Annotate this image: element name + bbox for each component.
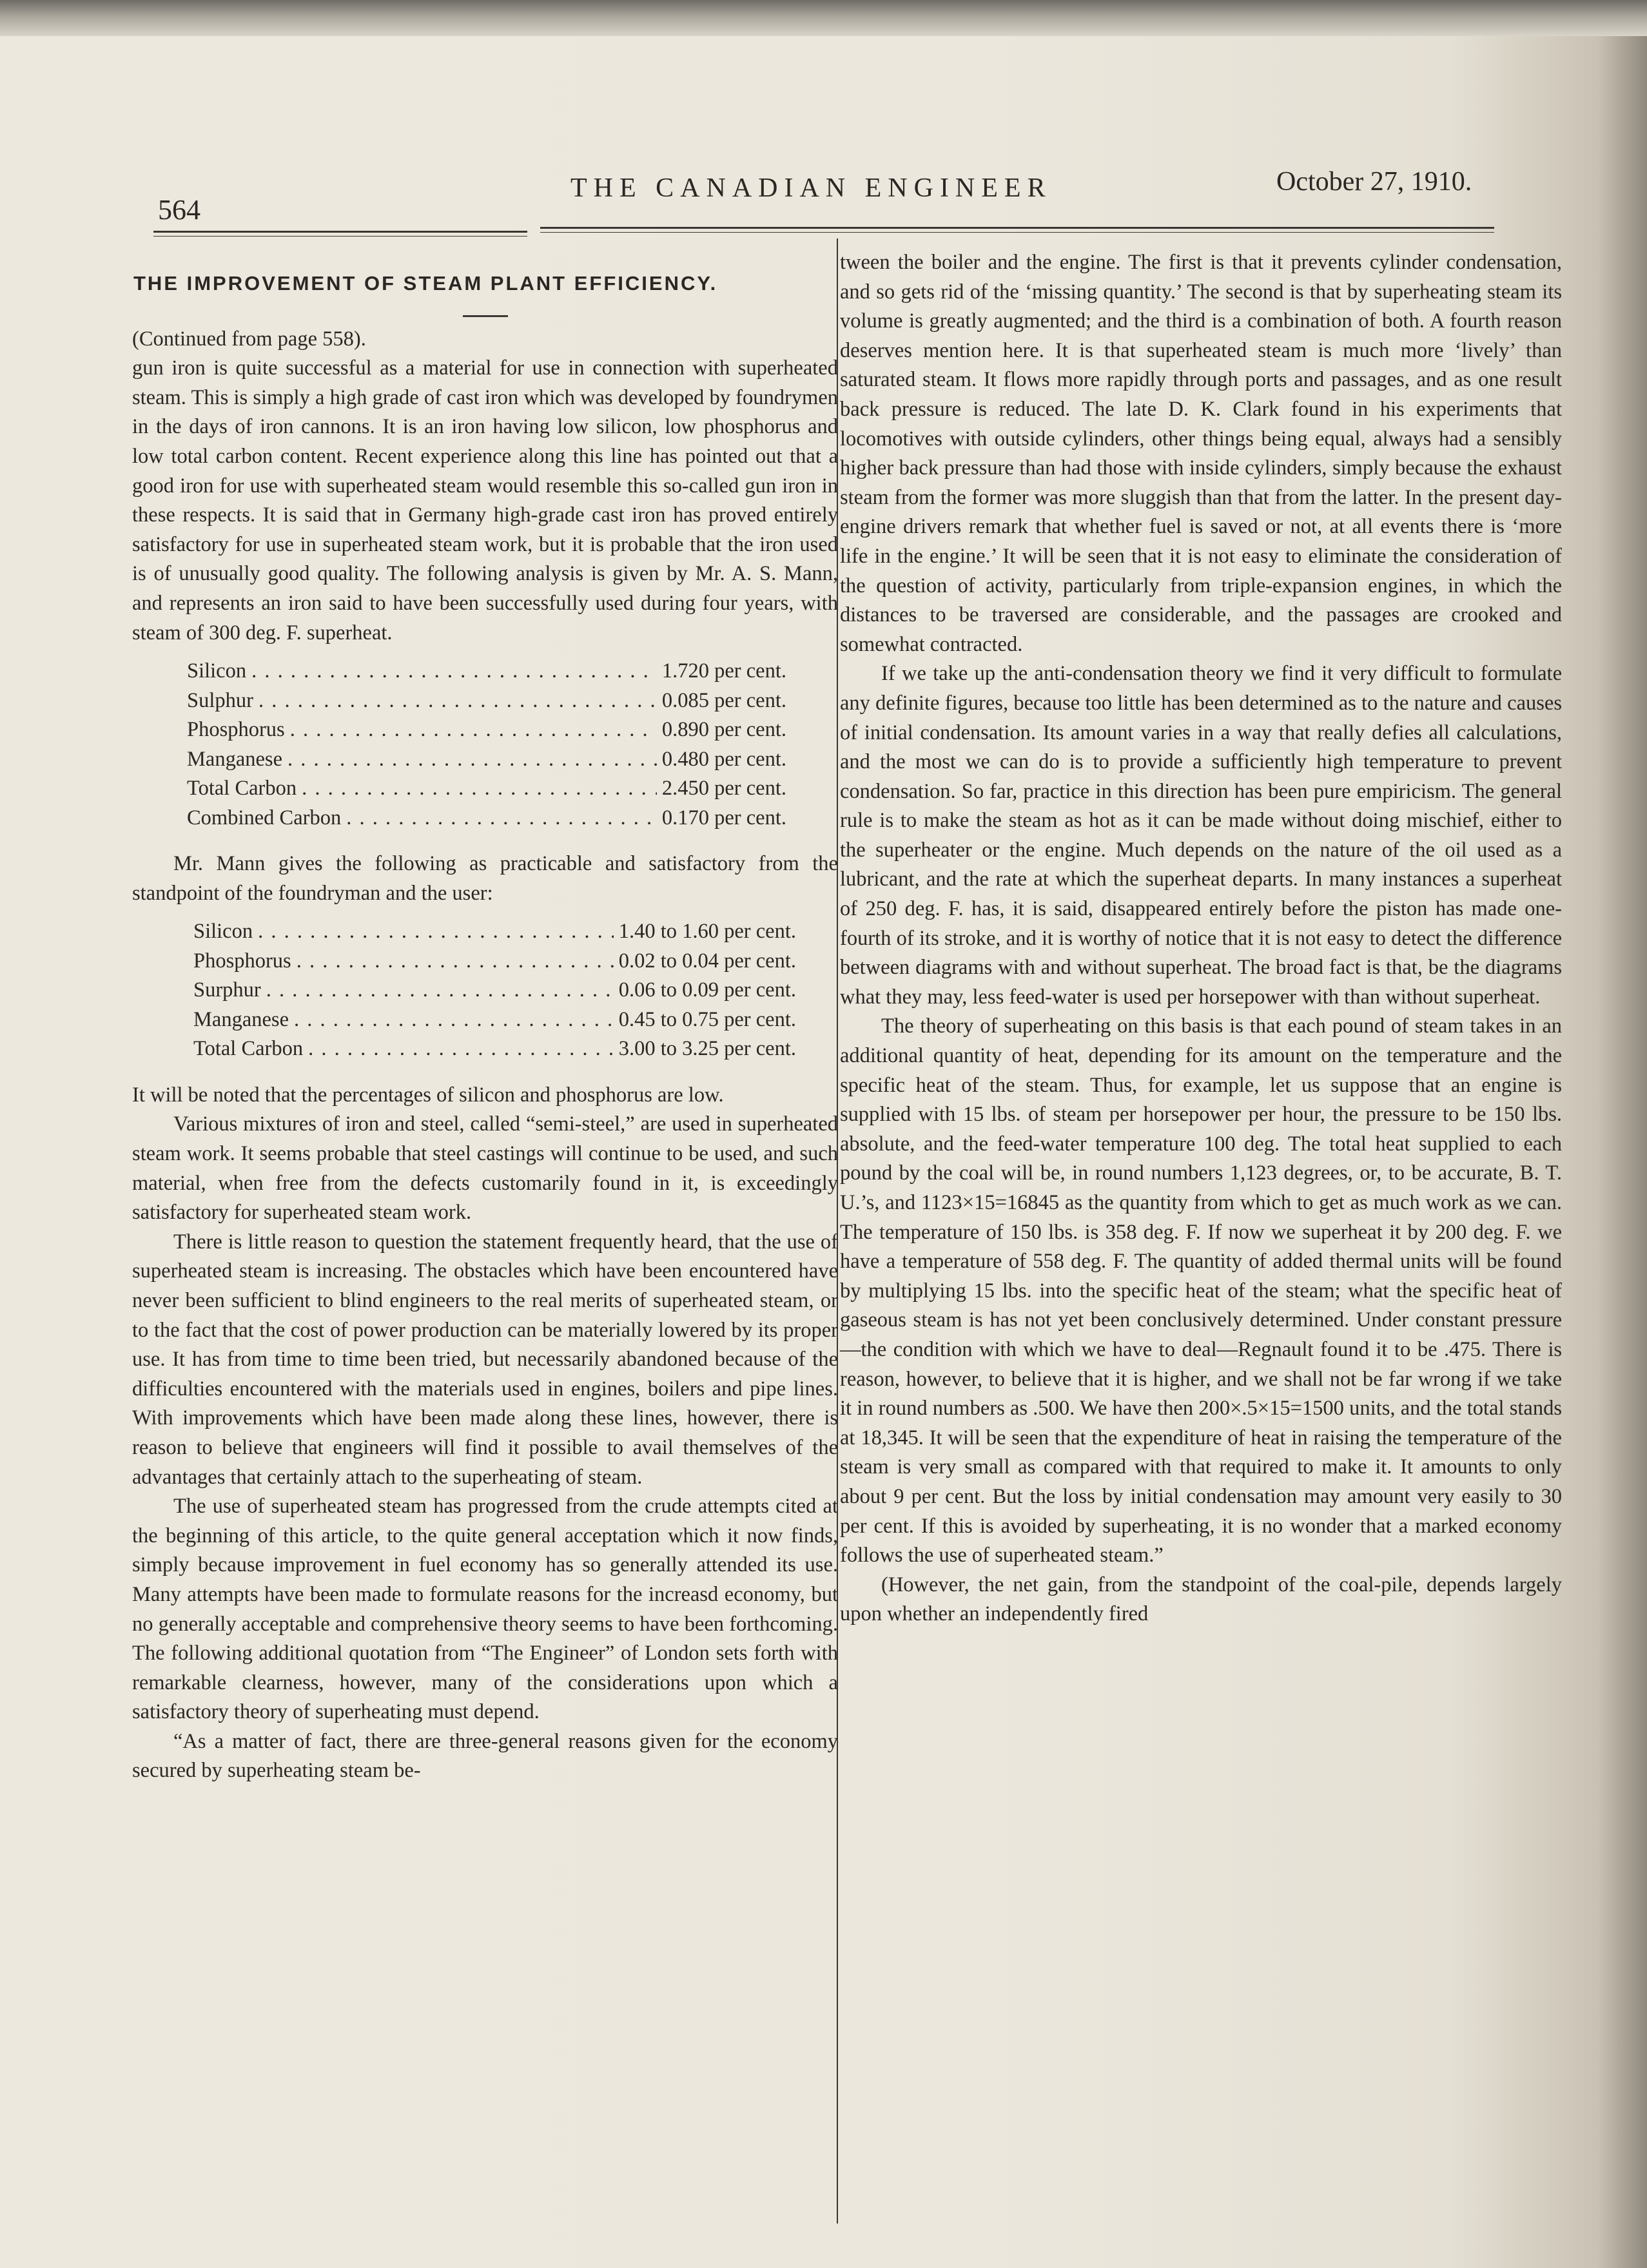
row-value: 1.40 to 1.60 per cent.: [618, 920, 796, 944]
table-row: [193, 917, 796, 947]
header-rule-right-thin: [540, 232, 1494, 233]
row-value: 0.085 per cent.: [661, 688, 786, 712]
row-label: Phosphorus: [187, 718, 285, 742]
table-row: [193, 976, 796, 1005]
leader-dots: [258, 917, 614, 947]
row-label: Phosphorus: [193, 949, 291, 973]
paragraph-3: It will be noted that the percentages of silicon and phosphorus are low.: [132, 1083, 724, 1107]
page-number: 564: [158, 194, 200, 226]
paragraph-5: There is little reason to question the statement frequently heard, that the use of superheated steam is increasing. The obstacles which have been encountered have never been sufficient to blind engineers to the real merits of superheated steam, or to the fact that the cost of power production can be materially lowered by its proper use. It has from time to time been tried, but necessarily abandoned because of the difficulties encountered with the materials used in engines, boilers and pipe lines. With improvements which have been made along these lines, however, there is reason to believe that engineers will find it possible to avail themselves of the advantages that certainly attach to the superheating of steam.: [132, 1230, 838, 1489]
paragraph-7: “As a matter of fact, there are three-general reasons given for the economy secured by superheating steam be-: [132, 1729, 838, 1783]
table-row: [187, 686, 786, 716]
continued-note: (Continued from page 558).: [132, 327, 366, 351]
row-value: 3.00 to 3.25 per cent.: [618, 1037, 796, 1061]
paragraph-4: Various mixtures of iron and steel, called “semi-steel,” are used in superheated steam work. It seems probable that steel castings will continue to be used, and such material, when free from the defects customarily found in it, is exceedingly satisfactory for superheated steam work.: [132, 1112, 838, 1225]
row-value: 0.170 per cent.: [661, 806, 786, 829]
paragraph-r1: tween the boiler and the engine. The first is that it prevents cylinder condensation, and so gets rid of the ‘missing quantity.’ The second is that by superheating steam its volume is greatly augmented; and the third is a combination of both. A fourth reason deserves mention here. It is that superheated steam is much more ‘lively’ than saturated steam. It flows more rapidly through ports and passages, and as one result back pressure is reduced. The late D. K. Clark found in his experiments that locomotives with outside cylinders, other things being equal, always had a sensibly higher back pressure than had those with inside cylinders, simply because the exhaust steam from the former was more sluggish than that from the latter. In the present day-engine drivers remark that whether fuel is saved or not, at all events there is ‘more life in the engine.’ It will be seen that it is not easy to eliminate the consideration of the question of activity, particularly from triple-expansion engines, in which the distances to be traversed are considerable, and the passages are crooked and somewhat contracted.: [840, 251, 1562, 656]
practicable-table: [193, 917, 796, 1064]
table-row: [193, 1005, 796, 1035]
paragraph-r3: The theory of superheating on this basis is that each pound of steam takes in an additional quantity of heat, depending for its amount on the temperature and the specific heat of the steam. Thus, for example, let us suppose that an engine is supplied with 15 lbs. of steam per horsepower per hour, the pressure to be 150 lbs. absolute, and the feed-water temperature 100 deg. The total heat supplied to each pound by the coal will be, in round numbers 1,123 degrees, or, to be accurate, B. T. U.’s, and 1123×15=16845 as the quantity from which to get as much work as we can. The temperature of 150 lbs. is 358 deg. F. If now we superheat it by 200 deg. F. we have a temperature of 558 deg. F. The quantity of added thermal units will be found by multiplying 15 lbs. into the specific heat of the steam; what the specific heat of gaseous steam is has not yet been conclusively determined. Under constant pressure—the condition with which we have to deal—Regnault found it to be .475. There is reason, however, to believe that it is higher, and we shall not be far wrong if we take it in round numbers as .500. We have then 200×.5×15=1500 units, and the total stands at 18,345. It will be seen that the expenditure of heat in raising the temperature of the steam is very small as compared with that required to make it. It amounts to only about 9 per cent. But the loss by initial condensation may amount very easily to 30 per cent. If this is avoided by superheating, it is no wonder that a marked economy follows the use of superheated steam.”: [840, 1014, 1562, 1567]
header-rule-left: [153, 231, 527, 233]
paragraph-1: gun iron is quite successful as a material for use in connection with superheated steam. This is simply a high grade of cast iron which was developed by foundrymen in the days of iron cannons. It is an iron having low silicon, low phosphorus and low total carbon content. Recent experience along this line has pointed out that a good iron for use with superheated steam would resemble this so-called gun iron in these respects. It is said that in Germany high-grade cast iron has proved entirely satisfactory for use in superheated steam work, but it is probable that the iron used is of unusually good quality. The following analysis is given by Mr. A. S. Mann, and represents an iron said to have been successfully used during four years, with steam of 300 deg. F. superheat.: [132, 356, 838, 645]
leader-dots: [308, 1034, 614, 1064]
leader-dots: [346, 804, 657, 833]
journal-title: THE CANADIAN ENGINEER: [570, 173, 1052, 203]
row-label: Total Carbon: [187, 777, 297, 800]
row-label: Total Carbon: [193, 1037, 304, 1061]
paragraph-r2: If we take up the anti-condensation theory we find it very difficult to formulate any definite figures, because too little has been determined as to the nature and causes of initial condensation. Its amount varies in a way that really defies all calculations, and the most we can do is to provide a sufficiently high temperature to prevent condensation. So far, practice in this direction has been pure empiricism. The general rule is to make the steam as hot as it can be made without doing mischief, either to the superheater or the engine. Much depends on the nature of the oil used as a lubricant, and the rate at which the superheat departs. In many instances a superheat of 250 deg. F. has, it is said, disappeared entirely before the piston has made one-fourth of its stroke, and it is worthy of notice that it is not easy to detect the difference between diagrams with and without superheat. The broad fact is that, be the diagrams what they may, less feed-water is used per horsepower with than without superheat.: [840, 662, 1562, 1009]
table-row: [187, 715, 786, 745]
table-row: [187, 745, 786, 775]
row-label: Sulphur: [187, 688, 253, 712]
table-row: [193, 1034, 796, 1064]
title-rule: [463, 315, 508, 317]
right-column: [840, 248, 1562, 1629]
row-value: 0.06 to 0.09 per cent.: [618, 978, 796, 1002]
paragraph-6: The use of superheated steam has progressed from the crude attempts cited at the beginning of this article, to the quite general acceptation which it now finds, simply because improvement in fuel economy has so generally attended its use. Many attempts have been made to formulate reasons for the increasd economy, but no generally acceptable and comprehensive theory seems to have been forthcoming. The following additional quotation from “The Engineer” of London sets forth with remarkable clearness, however, many of the considerations upon which a satisfactory theory of superheating must depend.: [132, 1495, 838, 1724]
issue-date: October 27, 1910.: [1276, 167, 1472, 197]
row-label: Manganese: [193, 1007, 289, 1031]
row-label: Silicon: [187, 659, 247, 683]
row-value: 1.720 per cent.: [661, 659, 786, 683]
table-row: [193, 947, 796, 976]
leader-dots: [287, 745, 657, 775]
article-title: THE IMPROVEMENT OF STEAM PLANT EFFICIENCY.: [133, 272, 718, 295]
header-rule-left-thin: [153, 236, 527, 237]
leader-dots: [302, 774, 657, 804]
table-row: [187, 657, 786, 686]
leader-dots: [266, 976, 614, 1005]
left-column: [132, 248, 838, 1786]
row-value: 0.02 to 0.04 per cent.: [618, 949, 796, 973]
paragraph-2: Mr. Mann gives the following as practicable and satisfactory from the standpoint of the foundryman and the user:: [132, 852, 838, 905]
paragraph-r4: (However, the net gain, from the standpoint of the coal-pile, depends largely upon whether an independently fired: [840, 1573, 1562, 1626]
row-label: Silicon: [193, 920, 253, 944]
leader-dots: [258, 686, 657, 716]
row-value: 0.480 per cent.: [661, 747, 786, 771]
row-value: 0.890 per cent.: [661, 718, 786, 742]
row-value: 0.45 to 0.75 per cent.: [618, 1007, 796, 1031]
row-value: 2.450 per cent.: [661, 777, 786, 800]
leader-dots: [251, 657, 657, 686]
table-row: [187, 804, 786, 833]
row-label: Surphur: [193, 978, 261, 1002]
table-row: [187, 774, 786, 804]
leader-dots: [297, 947, 614, 976]
leader-dots: [290, 715, 657, 745]
header-rule-right: [540, 227, 1494, 229]
row-label: Manganese: [187, 747, 282, 771]
analysis-table: [187, 657, 786, 833]
leader-dots: [294, 1005, 614, 1035]
book-binding-edge: [0, 0, 1647, 36]
row-label: Combined Carbon: [187, 806, 342, 829]
